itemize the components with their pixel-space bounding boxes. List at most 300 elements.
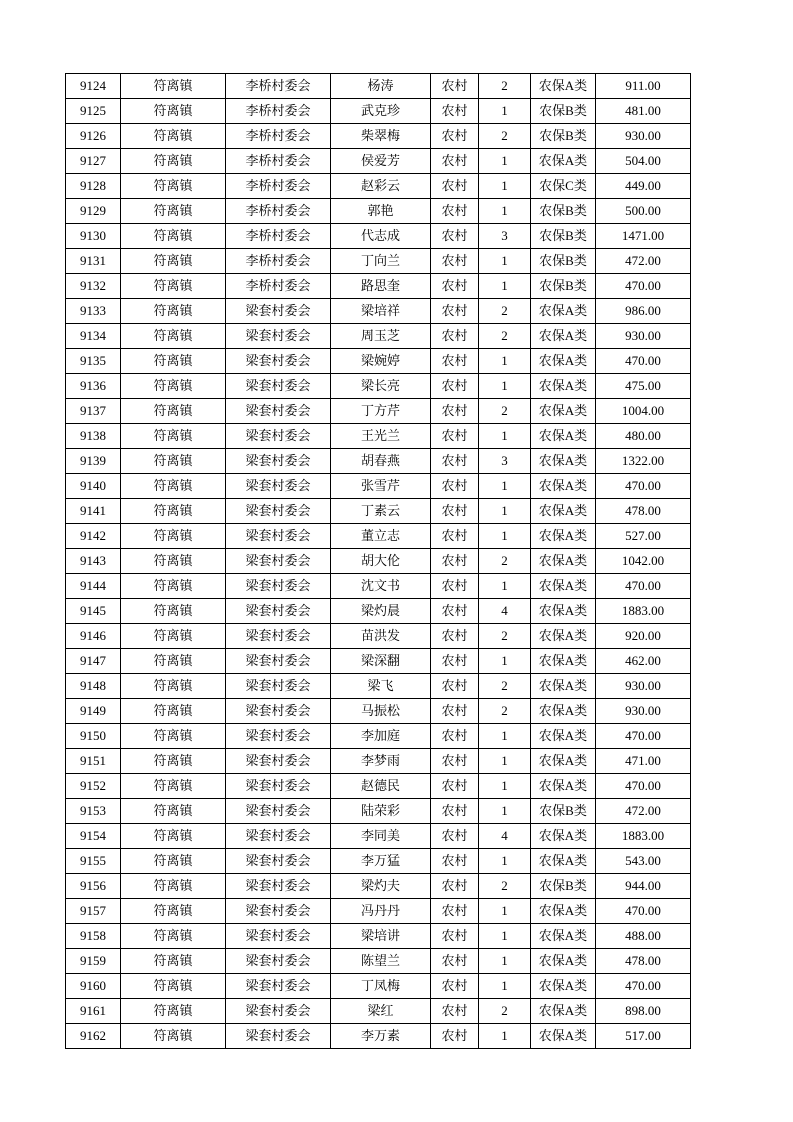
cell-id: 9151	[66, 749, 121, 774]
cell-name: 赵彩云	[331, 174, 431, 199]
cell-residence: 农村	[431, 74, 479, 99]
cell-village: 梁套村委会	[226, 324, 331, 349]
cell-count: 2	[479, 674, 531, 699]
table-row	[66, 924, 691, 949]
table-row	[66, 224, 691, 249]
cell-town: 符离镇	[121, 974, 226, 999]
cell-residence: 农村	[431, 749, 479, 774]
table-row	[66, 174, 691, 199]
cell-count: 2	[479, 299, 531, 324]
cell-category: 农保B类	[531, 249, 596, 274]
cell-category: 农保B类	[531, 124, 596, 149]
cell-residence: 农村	[431, 1024, 479, 1049]
cell-village: 梁套村委会	[226, 824, 331, 849]
cell-name: 马振松	[331, 699, 431, 724]
cell-name: 郭艳	[331, 199, 431, 224]
cell-id: 9136	[66, 374, 121, 399]
cell-count: 1	[479, 724, 531, 749]
table-row	[66, 499, 691, 524]
cell-count: 1	[479, 974, 531, 999]
cell-village: 李桥村委会	[226, 99, 331, 124]
cell-residence: 农村	[431, 699, 479, 724]
cell-count: 1	[479, 424, 531, 449]
cell-amount: 470.00	[596, 724, 691, 749]
cell-town: 符离镇	[121, 124, 226, 149]
cell-amount: 449.00	[596, 174, 691, 199]
cell-category: 农保A类	[531, 324, 596, 349]
cell-village: 梁套村委会	[226, 649, 331, 674]
cell-id: 9155	[66, 849, 121, 874]
cell-category: 农保A类	[531, 649, 596, 674]
cell-town: 符离镇	[121, 99, 226, 124]
table-row	[66, 199, 691, 224]
cell-amount: 470.00	[596, 774, 691, 799]
cell-residence: 农村	[431, 924, 479, 949]
cell-residence: 农村	[431, 99, 479, 124]
table-row	[66, 624, 691, 649]
table-row	[66, 874, 691, 899]
cell-amount: 1042.00	[596, 549, 691, 574]
cell-amount: 475.00	[596, 374, 691, 399]
cell-village: 李桥村委会	[226, 249, 331, 274]
cell-count: 4	[479, 824, 531, 849]
cell-residence: 农村	[431, 974, 479, 999]
cell-residence: 农村	[431, 524, 479, 549]
cell-town: 符离镇	[121, 374, 226, 399]
cell-id: 9134	[66, 324, 121, 349]
cell-name: 梁深翻	[331, 649, 431, 674]
cell-name: 梁婉婷	[331, 349, 431, 374]
cell-amount: 470.00	[596, 574, 691, 599]
table-row	[66, 599, 691, 624]
cell-amount: 488.00	[596, 924, 691, 949]
payment-table	[65, 73, 691, 1049]
cell-village: 梁套村委会	[226, 524, 331, 549]
cell-village: 梁套村委会	[226, 1024, 331, 1049]
cell-residence: 农村	[431, 424, 479, 449]
cell-category: 农保A类	[531, 499, 596, 524]
cell-amount: 500.00	[596, 199, 691, 224]
cell-amount: 543.00	[596, 849, 691, 874]
cell-town: 符离镇	[121, 574, 226, 599]
cell-id: 9160	[66, 974, 121, 999]
cell-count: 1	[479, 199, 531, 224]
cell-residence: 农村	[431, 149, 479, 174]
cell-id: 9147	[66, 649, 121, 674]
cell-town: 符离镇	[121, 674, 226, 699]
cell-id: 9159	[66, 949, 121, 974]
cell-category: 农保B类	[531, 874, 596, 899]
cell-count: 3	[479, 449, 531, 474]
cell-count: 1	[479, 799, 531, 824]
cell-amount: 472.00	[596, 249, 691, 274]
cell-town: 符离镇	[121, 899, 226, 924]
cell-amount: 1471.00	[596, 224, 691, 249]
cell-id: 9153	[66, 799, 121, 824]
cell-id: 9130	[66, 224, 121, 249]
cell-count: 2	[479, 874, 531, 899]
cell-village: 梁套村委会	[226, 474, 331, 499]
cell-id: 9158	[66, 924, 121, 949]
cell-village: 梁套村委会	[226, 424, 331, 449]
table-row	[66, 449, 691, 474]
cell-id: 9148	[66, 674, 121, 699]
cell-count: 1	[479, 524, 531, 549]
table-row	[66, 124, 691, 149]
cell-id: 9126	[66, 124, 121, 149]
cell-residence: 农村	[431, 624, 479, 649]
cell-count: 2	[479, 324, 531, 349]
cell-amount: 481.00	[596, 99, 691, 124]
cell-count: 1	[479, 649, 531, 674]
cell-id: 9125	[66, 99, 121, 124]
cell-town: 符离镇	[121, 449, 226, 474]
cell-count: 4	[479, 599, 531, 624]
cell-category: 农保A类	[531, 299, 596, 324]
cell-amount: 1883.00	[596, 599, 691, 624]
cell-count: 2	[479, 999, 531, 1024]
cell-residence: 农村	[431, 724, 479, 749]
cell-category: 农保B类	[531, 224, 596, 249]
cell-category: 农保B类	[531, 99, 596, 124]
cell-town: 符离镇	[121, 624, 226, 649]
cell-amount: 478.00	[596, 499, 691, 524]
cell-amount: 517.00	[596, 1024, 691, 1049]
cell-town: 符离镇	[121, 249, 226, 274]
cell-category: 农保A类	[531, 674, 596, 699]
cell-village: 梁套村委会	[226, 999, 331, 1024]
cell-residence: 农村	[431, 374, 479, 399]
cell-amount: 1322.00	[596, 449, 691, 474]
cell-count: 1	[479, 174, 531, 199]
cell-village: 梁套村委会	[226, 874, 331, 899]
cell-town: 符离镇	[121, 874, 226, 899]
cell-count: 1	[479, 849, 531, 874]
cell-category: 农保A类	[531, 349, 596, 374]
cell-count: 1	[479, 749, 531, 774]
table-row	[66, 824, 691, 849]
table-row	[66, 799, 691, 824]
cell-id: 9145	[66, 599, 121, 624]
cell-residence: 农村	[431, 999, 479, 1024]
cell-count: 2	[479, 124, 531, 149]
table-row	[66, 649, 691, 674]
cell-town: 符离镇	[121, 924, 226, 949]
cell-count: 1	[479, 774, 531, 799]
table-row	[66, 474, 691, 499]
table-row	[66, 1024, 691, 1049]
cell-amount: 986.00	[596, 299, 691, 324]
cell-id: 9128	[66, 174, 121, 199]
cell-count: 1	[479, 149, 531, 174]
cell-name: 陈望兰	[331, 949, 431, 974]
cell-id: 9132	[66, 274, 121, 299]
cell-amount: 470.00	[596, 974, 691, 999]
cell-category: 农保A类	[531, 474, 596, 499]
cell-name: 张雪芹	[331, 474, 431, 499]
cell-amount: 1883.00	[596, 824, 691, 849]
cell-village: 梁套村委会	[226, 549, 331, 574]
cell-village: 梁套村委会	[226, 599, 331, 624]
cell-residence: 农村	[431, 649, 479, 674]
cell-category: 农保B类	[531, 799, 596, 824]
cell-name: 李梦雨	[331, 749, 431, 774]
cell-residence: 农村	[431, 399, 479, 424]
cell-amount: 470.00	[596, 274, 691, 299]
cell-name: 王光兰	[331, 424, 431, 449]
cell-name: 梁红	[331, 999, 431, 1024]
cell-name: 丁方芹	[331, 399, 431, 424]
cell-name: 赵德民	[331, 774, 431, 799]
cell-residence: 农村	[431, 899, 479, 924]
cell-count: 1	[479, 349, 531, 374]
cell-village: 梁套村委会	[226, 699, 331, 724]
cell-id: 9129	[66, 199, 121, 224]
cell-town: 符离镇	[121, 424, 226, 449]
cell-amount: 527.00	[596, 524, 691, 549]
cell-category: 农保A类	[531, 449, 596, 474]
table-row	[66, 374, 691, 399]
cell-town: 符离镇	[121, 74, 226, 99]
cell-category: 农保A类	[531, 599, 596, 624]
cell-count: 1	[479, 249, 531, 274]
cell-category: 农保A类	[531, 399, 596, 424]
cell-village: 李桥村委会	[226, 224, 331, 249]
cell-village: 梁套村委会	[226, 374, 331, 399]
table-row	[66, 74, 691, 99]
cell-name: 梁灼夫	[331, 874, 431, 899]
cell-id: 9152	[66, 774, 121, 799]
cell-id: 9144	[66, 574, 121, 599]
cell-name: 路思奎	[331, 274, 431, 299]
table-row	[66, 149, 691, 174]
cell-town: 符离镇	[121, 474, 226, 499]
cell-count: 1	[479, 1024, 531, 1049]
cell-amount: 462.00	[596, 649, 691, 674]
cell-category: 农保A类	[531, 999, 596, 1024]
cell-town: 符离镇	[121, 849, 226, 874]
cell-town: 符离镇	[121, 824, 226, 849]
cell-name: 陆荣彩	[331, 799, 431, 824]
cell-count: 1	[479, 274, 531, 299]
cell-name: 杨涛	[331, 74, 431, 99]
cell-id: 9140	[66, 474, 121, 499]
cell-town: 符离镇	[121, 499, 226, 524]
cell-id: 9156	[66, 874, 121, 899]
cell-category: 农保A类	[531, 524, 596, 549]
cell-name: 胡大伦	[331, 549, 431, 574]
cell-residence: 农村	[431, 824, 479, 849]
cell-village: 梁套村委会	[226, 349, 331, 374]
cell-residence: 农村	[431, 849, 479, 874]
cell-id: 9154	[66, 824, 121, 849]
cell-category: 农保A类	[531, 624, 596, 649]
cell-name: 梁飞	[331, 674, 431, 699]
cell-town: 符离镇	[121, 174, 226, 199]
cell-category: 农保A类	[531, 974, 596, 999]
table-row	[66, 699, 691, 724]
table-row	[66, 249, 691, 274]
cell-count: 2	[479, 399, 531, 424]
cell-count: 1	[479, 949, 531, 974]
cell-village: 李桥村委会	[226, 174, 331, 199]
cell-town: 符离镇	[121, 724, 226, 749]
cell-town: 符离镇	[121, 774, 226, 799]
cell-name: 丁向兰	[331, 249, 431, 274]
cell-count: 3	[479, 224, 531, 249]
cell-name: 丁素云	[331, 499, 431, 524]
cell-residence: 农村	[431, 449, 479, 474]
cell-category: 农保A类	[531, 749, 596, 774]
cell-residence: 农村	[431, 174, 479, 199]
cell-name: 梁培讲	[331, 924, 431, 949]
cell-name: 梁培祥	[331, 299, 431, 324]
cell-town: 符离镇	[121, 799, 226, 824]
cell-village: 梁套村委会	[226, 674, 331, 699]
cell-town: 符离镇	[121, 274, 226, 299]
table-row	[66, 349, 691, 374]
cell-residence: 农村	[431, 474, 479, 499]
table-row	[66, 774, 691, 799]
cell-residence: 农村	[431, 674, 479, 699]
cell-category: 农保A类	[531, 549, 596, 574]
cell-town: 符离镇	[121, 699, 226, 724]
cell-id: 9161	[66, 999, 121, 1024]
table-row	[66, 324, 691, 349]
cell-amount: 930.00	[596, 674, 691, 699]
cell-category: 农保A类	[531, 699, 596, 724]
cell-category: 农保A类	[531, 574, 596, 599]
cell-id: 9127	[66, 149, 121, 174]
cell-residence: 农村	[431, 574, 479, 599]
cell-name: 梁长亮	[331, 374, 431, 399]
cell-count: 1	[479, 474, 531, 499]
cell-category: 农保A类	[531, 724, 596, 749]
cell-residence: 农村	[431, 349, 479, 374]
cell-category: 农保A类	[531, 924, 596, 949]
cell-village: 梁套村委会	[226, 899, 331, 924]
cell-id: 9124	[66, 74, 121, 99]
cell-name: 李加庭	[331, 724, 431, 749]
cell-village: 梁套村委会	[226, 574, 331, 599]
cell-town: 符离镇	[121, 949, 226, 974]
cell-amount: 504.00	[596, 149, 691, 174]
cell-residence: 农村	[431, 299, 479, 324]
cell-village: 梁套村委会	[226, 849, 331, 874]
table-row	[66, 549, 691, 574]
table-row	[66, 949, 691, 974]
cell-count: 1	[479, 99, 531, 124]
cell-id: 9139	[66, 449, 121, 474]
cell-amount: 480.00	[596, 424, 691, 449]
cell-category: 农保A类	[531, 424, 596, 449]
cell-residence: 农村	[431, 249, 479, 274]
cell-category: 农保B类	[531, 199, 596, 224]
cell-id: 9143	[66, 549, 121, 574]
cell-id: 9133	[66, 299, 121, 324]
cell-count: 2	[479, 699, 531, 724]
table-row	[66, 849, 691, 874]
table-body	[66, 74, 691, 1049]
cell-amount: 471.00	[596, 749, 691, 774]
cell-id: 9146	[66, 624, 121, 649]
cell-id: 9142	[66, 524, 121, 549]
cell-amount: 470.00	[596, 349, 691, 374]
cell-town: 符离镇	[121, 324, 226, 349]
cell-town: 符离镇	[121, 299, 226, 324]
table-row	[66, 274, 691, 299]
cell-amount: 470.00	[596, 899, 691, 924]
cell-id: 9141	[66, 499, 121, 524]
table-row	[66, 299, 691, 324]
cell-village: 李桥村委会	[226, 124, 331, 149]
cell-id: 9131	[66, 249, 121, 274]
cell-category: 农保A类	[531, 774, 596, 799]
cell-residence: 农村	[431, 549, 479, 574]
cell-count: 2	[479, 624, 531, 649]
cell-village: 梁套村委会	[226, 774, 331, 799]
cell-residence: 农村	[431, 124, 479, 149]
cell-name: 梁灼晨	[331, 599, 431, 624]
cell-amount: 930.00	[596, 699, 691, 724]
cell-count: 2	[479, 549, 531, 574]
cell-amount: 478.00	[596, 949, 691, 974]
cell-town: 符离镇	[121, 149, 226, 174]
table-row	[66, 974, 691, 999]
cell-count: 1	[479, 374, 531, 399]
cell-category: 农保C类	[531, 174, 596, 199]
table-row	[66, 99, 691, 124]
cell-name: 冯丹丹	[331, 899, 431, 924]
cell-town: 符离镇	[121, 224, 226, 249]
table-row	[66, 999, 691, 1024]
cell-category: 农保A类	[531, 149, 596, 174]
cell-name: 武克珍	[331, 99, 431, 124]
cell-village: 梁套村委会	[226, 749, 331, 774]
cell-category: 农保A类	[531, 374, 596, 399]
cell-residence: 农村	[431, 874, 479, 899]
cell-town: 符离镇	[121, 199, 226, 224]
table-row	[66, 674, 691, 699]
cell-name: 董立志	[331, 524, 431, 549]
cell-town: 符离镇	[121, 549, 226, 574]
cell-amount: 930.00	[596, 324, 691, 349]
cell-residence: 农村	[431, 799, 479, 824]
cell-residence: 农村	[431, 774, 479, 799]
cell-category: 农保A类	[531, 899, 596, 924]
cell-residence: 农村	[431, 499, 479, 524]
cell-town: 符离镇	[121, 524, 226, 549]
cell-village: 梁套村委会	[226, 799, 331, 824]
cell-residence: 农村	[431, 324, 479, 349]
cell-amount: 930.00	[596, 124, 691, 149]
cell-village: 梁套村委会	[226, 724, 331, 749]
cell-amount: 1004.00	[596, 399, 691, 424]
cell-village: 梁套村委会	[226, 924, 331, 949]
cell-amount: 898.00	[596, 999, 691, 1024]
cell-id: 9138	[66, 424, 121, 449]
cell-category: 农保A类	[531, 1024, 596, 1049]
cell-town: 符离镇	[121, 599, 226, 624]
cell-residence: 农村	[431, 224, 479, 249]
cell-residence: 农村	[431, 199, 479, 224]
cell-residence: 农村	[431, 599, 479, 624]
cell-town: 符离镇	[121, 999, 226, 1024]
cell-town: 符离镇	[121, 1024, 226, 1049]
cell-name: 周玉芝	[331, 324, 431, 349]
cell-count: 1	[479, 499, 531, 524]
cell-village: 梁套村委会	[226, 449, 331, 474]
